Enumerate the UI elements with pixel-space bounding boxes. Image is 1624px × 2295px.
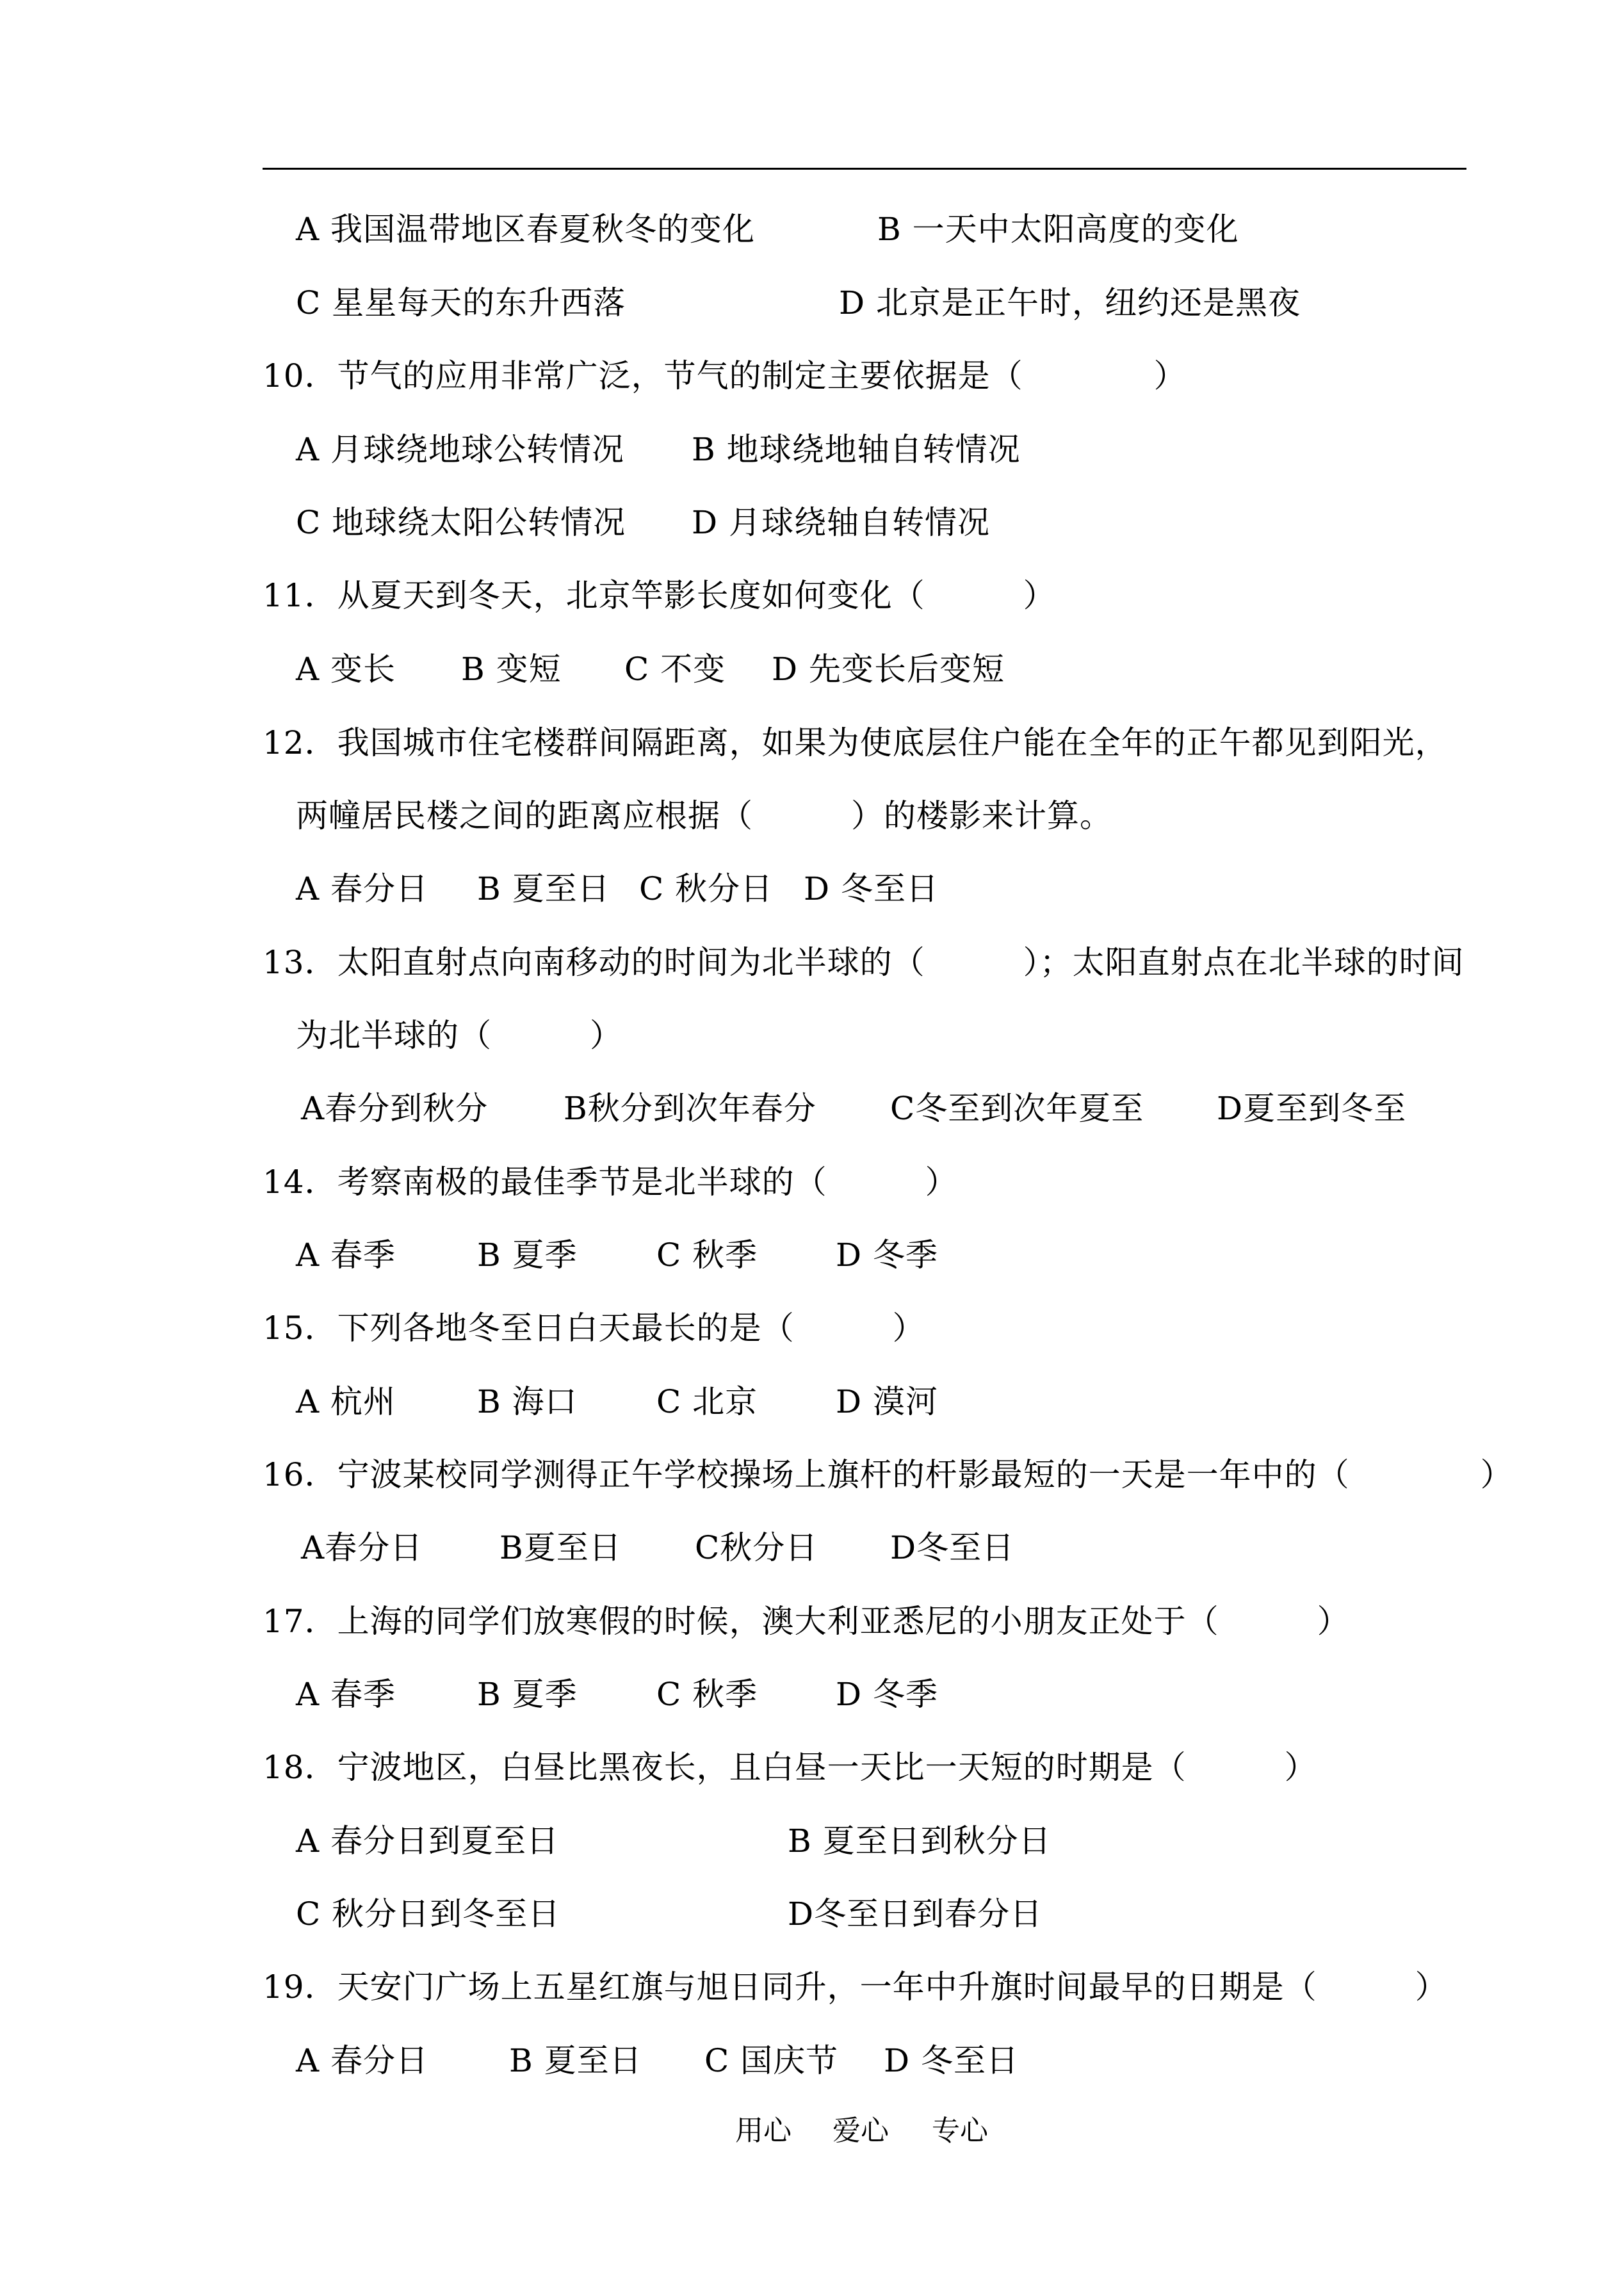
q15-option-c: C 北京	[656, 1383, 758, 1420]
q16-option-c: C秋分日	[695, 1529, 818, 1566]
q15-stem: 15．下列各地冬至日白天最长的是（ ）	[263, 1310, 925, 1347]
q9-option-a: A 我国温带地区春夏秋冬的变化	[296, 211, 756, 248]
q17-option-a: A 春季	[296, 1676, 396, 1713]
q11-option-c: C 不变	[624, 651, 726, 688]
q17-stem: 17．上海的同学们放寒假的时候，澳大利亚悉尼的小朋友正处于（ ）	[263, 1603, 1350, 1640]
footer-word-2: 爱心	[832, 2114, 889, 2147]
q18-stem: 18．宁波地区，白昼比黑夜长，且白昼一天比一天短的时期是（ ）	[263, 1749, 1317, 1786]
q18-option-c: C 秋分日到冬至日	[296, 1895, 561, 1933]
q12-stem-line1: 12．我国城市住宅楼群间隔距离，如果为使底层住户能在全年的正午都见到阳光，	[263, 724, 1448, 761]
q18-option-d: D冬至日到春分日	[788, 1895, 1043, 1933]
q19-option-c: C 国庆节	[704, 2042, 839, 2079]
q13-stem-line2: 为北半球的（ ）	[296, 1017, 622, 1054]
header-rule	[263, 168, 1466, 170]
q11-stem: 11．从夏天到冬天，北京竿影长度如何变化（ ）	[263, 577, 1056, 614]
q19-option-b: B 夏至日	[509, 2042, 642, 2079]
q16-option-b: B夏至日	[499, 1529, 622, 1566]
q18-option-a: A 春分日到夏至日	[296, 1822, 560, 1860]
q16-option-a: A春分日	[301, 1529, 423, 1566]
q19-option-a: A 春分日	[296, 2042, 429, 2079]
q19-option-d: D 冬至日	[884, 2042, 1019, 2079]
q13-option-a: A春分到秋分	[301, 1090, 489, 1127]
q18-option-b: B 夏至日到秋分日	[788, 1822, 1052, 1860]
q17-option-d: D 冬季	[836, 1676, 938, 1713]
q15-option-d: D 漠河	[836, 1383, 938, 1420]
q13-option-d: D夏至到冬至	[1217, 1090, 1407, 1127]
q15-option-a: A 杭州	[296, 1383, 396, 1420]
q14-option-c: C 秋季	[656, 1237, 758, 1274]
footer-word-3: 专心	[932, 2114, 988, 2147]
q10-option-c: C 地球绕太阳公转情况	[296, 504, 626, 541]
q10-option-d: D 月球绕轴自转情况	[692, 504, 990, 541]
q10-option-a: A 月球绕地球公转情况	[296, 431, 625, 468]
q19-stem: 19．天安门广场上五星红旗与旭日同升，一年中升旗时间最早的日期是（ ）	[263, 1968, 1448, 2006]
q9-option-d: D 北京是正午时，纽约还是黑夜	[839, 284, 1301, 321]
q13-option-c: C冬至到次年夏至	[890, 1090, 1144, 1127]
q11-option-d: D 先变长后变短	[772, 651, 1005, 688]
q10-option-b: B 地球绕地轴自转情况	[692, 431, 1021, 468]
q10-stem: 10．节气的应用非常广泛，节气的制定主要依据是（ ）	[263, 357, 1187, 394]
q17-option-c: C 秋季	[656, 1676, 758, 1713]
q12-option-d: D 冬至日	[804, 870, 939, 907]
q15-option-b: B 海口	[477, 1383, 578, 1420]
q13-stem-line1: 13．太阳直射点向南移动的时间为北半球的（ ）；太阳直射点在北半球的时间	[263, 944, 1465, 981]
q16-stem: 16．宁波某校同学测得正午学校操场上旗杆的杆影最短的一天是一年中的（ ）	[263, 1456, 1513, 1493]
q14-option-a: A 春季	[296, 1237, 396, 1274]
q11-option-b: B 变短	[461, 651, 562, 688]
q12-stem-line2: 两幢居民楼之间的距离应根据（ ）的楼影来计算。	[296, 797, 1112, 834]
footer-word-1: 用心	[735, 2114, 792, 2147]
q11-option-a: A 变长	[296, 651, 396, 688]
q16-option-d: D冬至日	[890, 1529, 1015, 1566]
q13-option-b: B秋分到次年春分	[564, 1090, 816, 1127]
q9-option-c: C 星星每天的东升西落	[296, 284, 626, 321]
q12-option-b: B 夏至日	[477, 870, 610, 907]
q14-option-d: D 冬季	[836, 1237, 938, 1274]
q14-option-b: B 夏季	[477, 1237, 578, 1274]
q17-option-b: B 夏季	[477, 1676, 578, 1713]
q9-option-b: B 一天中太阳高度的变化	[877, 211, 1239, 248]
q12-option-c: C 秋分日	[639, 870, 774, 907]
q12-option-a: A 春分日	[296, 870, 429, 907]
q14-stem: 14．考察南极的最佳季节是北半球的（ ）	[263, 1164, 958, 1201]
